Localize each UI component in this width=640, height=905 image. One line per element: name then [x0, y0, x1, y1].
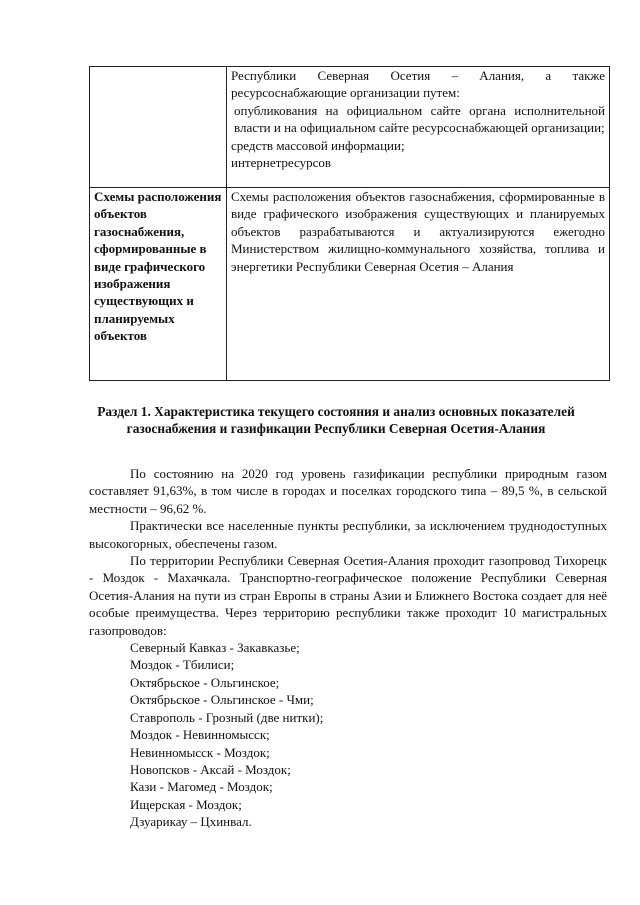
row2-text: Схемы расположения объектов газоснабжения, сформированные в виде графического изображения существующих и планируемых объектов разрабатываются и актуализируются ежегодно Министерством жилищно-коммунального хозяйства, топлива и энергетики Республики Северная Осетия – Алания — [227, 188, 610, 381]
list-item: Дзуарикау – Цхинвал. — [130, 814, 252, 830]
paragraph: Практически все населенные пункты республики, за исключением труднодоступных высокогорных, обеспечены газом. — [89, 518, 607, 551]
table-row — [90, 188, 610, 381]
row2-label: Схемы расположения объектов газоснабжения, сформированные в виде графического изображения существующих и планируемых объектов — [90, 188, 227, 381]
table-cell-text — [227, 67, 610, 188]
list-item: Октябрьское - Ольгинское - Чми; — [130, 692, 314, 708]
info-table — [89, 66, 610, 381]
pipeline-list — [89, 639, 607, 830]
document-body — [89, 465, 607, 831]
table-cell-empty — [90, 67, 227, 188]
list-item: Октябрьское - Ольгинское; — [130, 674, 280, 690]
list-item: Моздок - Невинномысск; — [130, 727, 270, 743]
paragraph: По состоянию на 2020 год уровень газификации республики природным газом составляет 91,63%, в том числе в городах и поселках городского типа – 89,5 %, в сельской местности – 96,62 %. — [89, 466, 607, 516]
list-item: Моздок - Тбилиси; — [130, 657, 235, 673]
row1-line-intro: Республики Северная Осетия – Алания, а также ресурсоснабжающие организации путем: — [231, 68, 605, 101]
list-item: Новопсков - Аксай - Моздок; — [130, 761, 291, 777]
row1-line-publish: опубликования на официальном сайте органа исполнительной власти и на официальном сайте ресурсоснабжающей организации; — [234, 102, 605, 136]
section-title: Раздел 1. Характеристика текущего состояния и анализ основных показателей газоснабжения и газификации Республики Северная Осетия-Алания — [97, 404, 575, 437]
list-item: Северный Кавказ - Закавказье; — [130, 640, 300, 656]
list-item: Ставрополь - Грозный (две нитки); — [130, 709, 324, 725]
list-item: Кази - Магомед - Моздок; — [130, 779, 273, 795]
paragraph: По территории Республики Северная Осетия-Алания проходит газопровод Тихорецк - Моздок - Махачкала. Транспортно-географическое положение Республики Северная Осетия-Алания на пути из стран Европы в страны Азии и Ближнего Востока создает для неё особые преимущества. Через территорию республики также проходит 10 магистральных газопроводов: — [89, 553, 607, 638]
row1-line-internet: интернетресурсов — [231, 155, 332, 171]
list-item: Ищерская - Моздок; — [130, 796, 242, 812]
list-item: Невинномысск - Моздок; — [130, 744, 270, 760]
table-row — [90, 67, 610, 188]
row1-line-media: средств массовой информации; — [231, 137, 405, 153]
